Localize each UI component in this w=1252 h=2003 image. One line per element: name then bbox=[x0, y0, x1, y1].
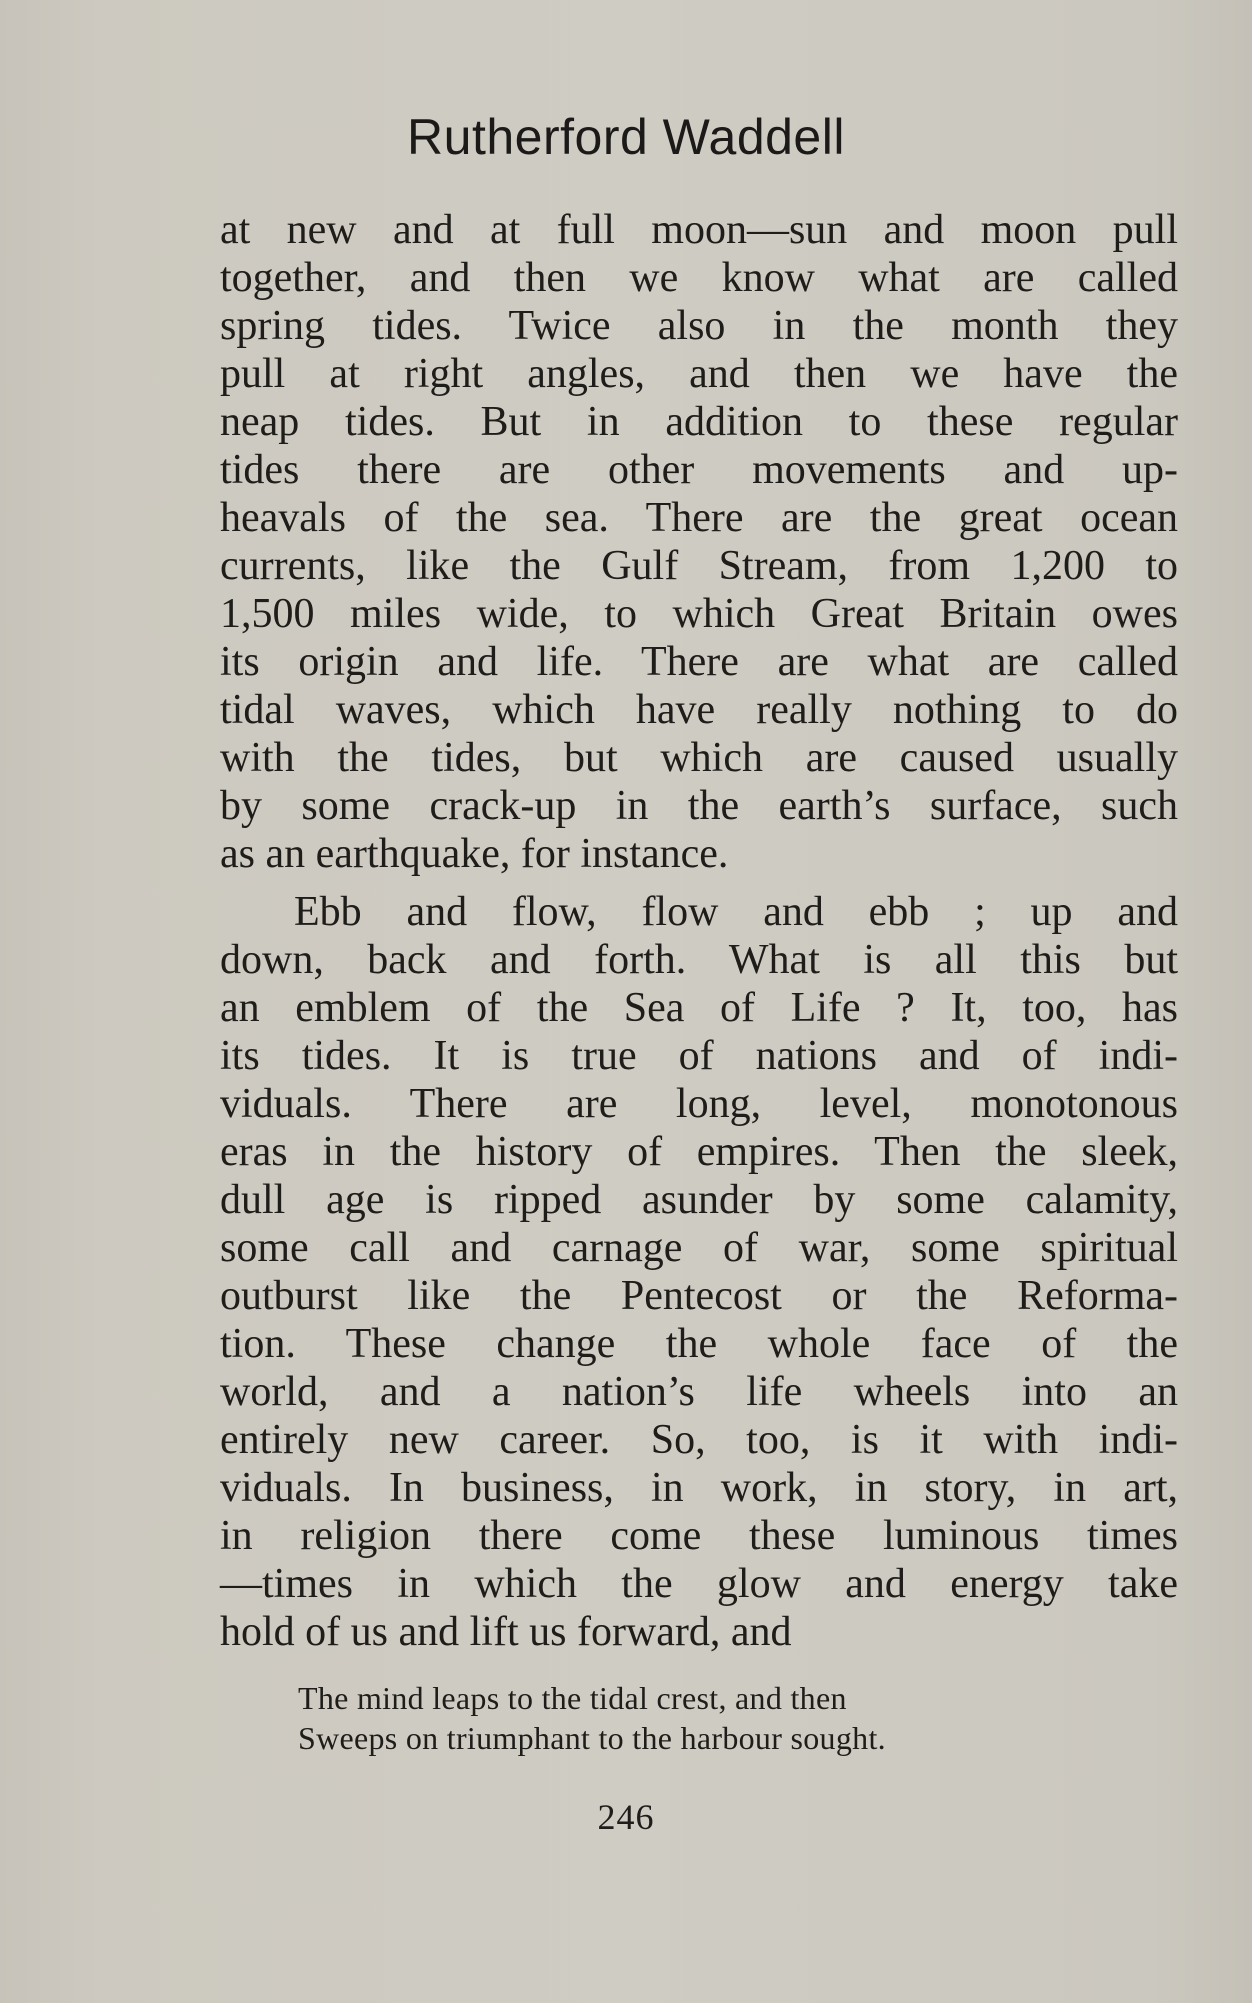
verse-quotation bbox=[298, 1678, 1118, 1758]
verse-line: The mind leaps to the tidal crest, and then bbox=[298, 1680, 847, 1716]
text-line: in religion there come these luminous times bbox=[220, 1513, 1178, 1559]
text-line: its origin and life. There are what are called bbox=[220, 639, 1178, 685]
text-line: 1,500 miles wide, to which Great Britain owes bbox=[220, 591, 1178, 637]
text-line: with the tides, but which are caused usually bbox=[220, 735, 1178, 781]
text-line: hold of us and lift us forward, and bbox=[220, 1609, 792, 1655]
text-line: entirely new career. So, too, is it with indi- bbox=[220, 1417, 1178, 1463]
text-line: dull age is ripped asunder by some calamity, bbox=[220, 1177, 1178, 1223]
verse-line: Sweeps on triumphant to the harbour sought. bbox=[298, 1720, 886, 1756]
text-line: spring tides. Twice also in the month they bbox=[220, 303, 1178, 349]
text-line: at new and at full moon—sun and moon pull bbox=[220, 207, 1178, 253]
text-line: by some crack-up in the earth’s surface, such bbox=[220, 783, 1178, 829]
text-line: viduals. In business, in work, in story, in art, bbox=[220, 1465, 1178, 1511]
text-line: some call and carnage of war, some spiritual bbox=[220, 1225, 1178, 1271]
text-line: eras in the history of empires. Then the sleek, bbox=[220, 1129, 1178, 1175]
text-line: world, and a nation’s life wheels into an bbox=[220, 1369, 1178, 1415]
text-line: together, and then we know what are called bbox=[220, 255, 1178, 301]
running-head: Rutherford Waddell bbox=[407, 109, 845, 165]
text-line: tion. These change the whole face of the bbox=[220, 1321, 1178, 1367]
text-line: tidal waves, which have really nothing to do bbox=[220, 687, 1178, 733]
text-line: neap tides. But in addition to these regular bbox=[220, 399, 1178, 445]
text-line: as an earthquake, for instance. bbox=[220, 831, 729, 877]
text-line: Ebb and flow, flow and ebb ; up and bbox=[294, 889, 1178, 935]
text-line: pull at right angles, and then we have the bbox=[220, 351, 1178, 397]
text-line: viduals. There are long, level, monotonous bbox=[220, 1081, 1178, 1127]
text-line: tides there are other movements and up- bbox=[220, 447, 1178, 493]
body-text bbox=[220, 206, 1178, 1656]
text-line: —times in which the glow and energy take bbox=[220, 1561, 1178, 1607]
text-line: currents, like the Gulf Stream, from 1,200 to bbox=[220, 543, 1178, 589]
text-line: down, back and forth. What is all this but bbox=[220, 937, 1178, 983]
text-line: outburst like the Pentecost or the Reforma- bbox=[220, 1273, 1178, 1319]
text-line: an emblem of the Sea of Life ? It, too, has bbox=[220, 985, 1178, 1031]
text-line: its tides. It is true of nations and of indi- bbox=[220, 1033, 1178, 1079]
text-line: heavals of the sea. There are the great ocean bbox=[220, 495, 1178, 541]
page-number: 246 bbox=[597, 1797, 655, 1837]
